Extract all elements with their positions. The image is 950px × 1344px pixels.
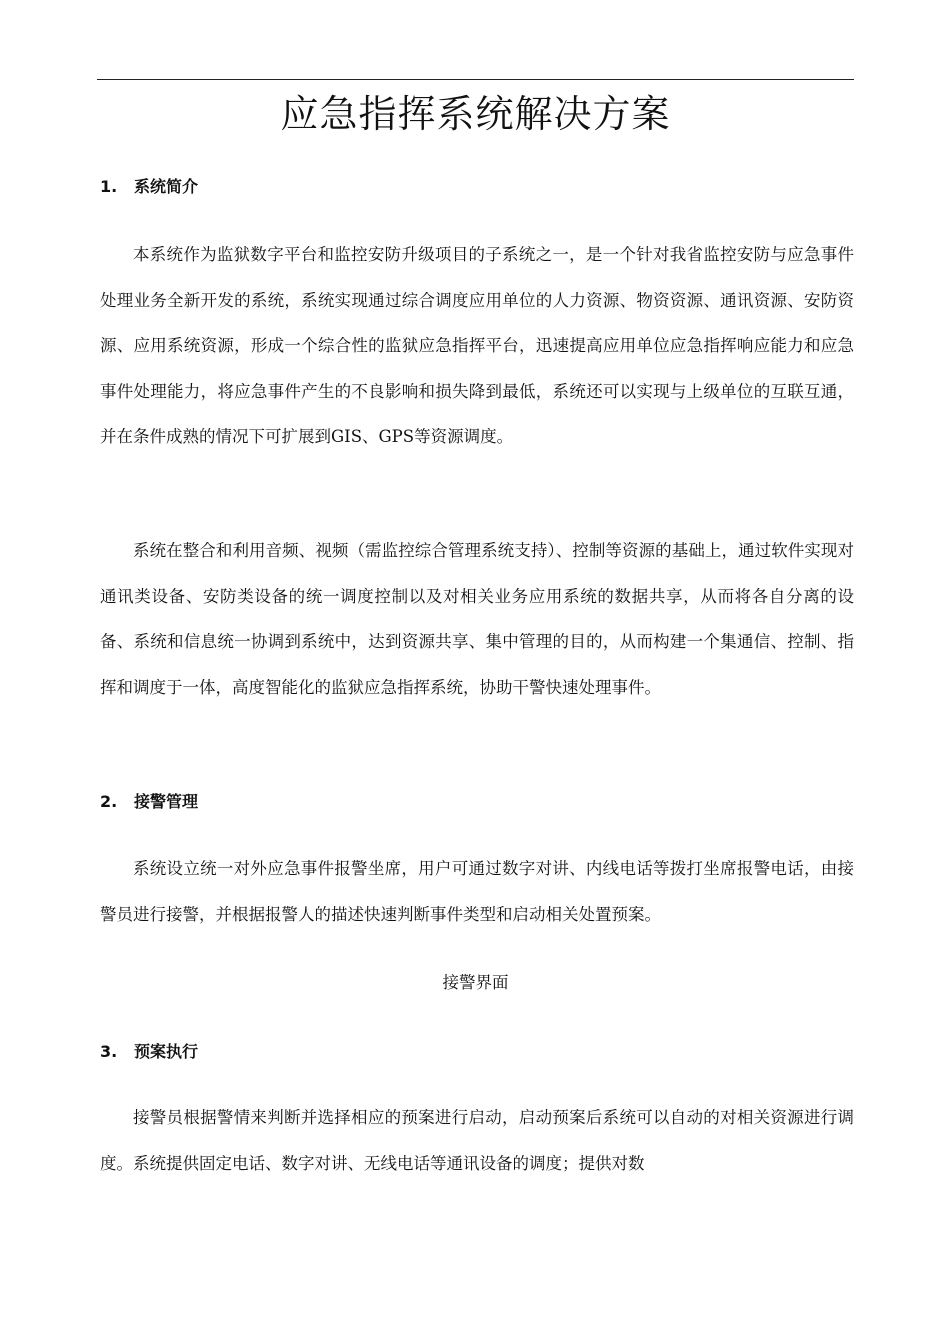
paragraph-intro-2: 系统在整合和利用音频、视频（需监控综合管理系统支持）、控制等资源的基础上，通过软件实现对通讯类设备、安防类设备的统一调度控制以及对相关业务应用系统的数据共享，从而将各自分离的设备、系统和信息统一协调到系统中，达到资源共享、集中管理的目的，从而构建一个集通信、控制、指挥和调度于一体，高度智能化的监狱应急指挥系统，协助干警快速处理事件。 bbox=[100, 541, 854, 697]
section-heading-alarm bbox=[100, 790, 198, 814]
section-title: 系统简介 bbox=[134, 177, 199, 196]
document-title: 应急指挥系统解决方案 bbox=[280, 92, 671, 136]
section-number: 1. bbox=[100, 177, 118, 196]
section-heading-intro bbox=[100, 175, 198, 199]
figure-caption: 接警界面 bbox=[442, 973, 509, 992]
section-number: 2. bbox=[100, 792, 118, 811]
section-title: 预案执行 bbox=[134, 1042, 199, 1061]
paragraph-alarm-1: 系统设立统一对外应急事件报警坐席，用户可通过数字对讲、内线电话等拨打坐席报警电话，由接警员进行接警，并根据报警人的描述快速判断事件类型和启动相关处置预案。 bbox=[100, 859, 854, 924]
paragraph-intro-1: 本系统作为监狱数字平台和监控安防升级项目的子系统之一，是一个针对我省监控安防与应急事件处理业务全新开发的系统，系统实现通过综合调度应用单位的人力资源、物资资源、通讯资源、安防资源、应用系统资源，形成一个综合性的监狱应急指挥平台，迅速提高应用单位应急指挥响应能力和应急事件处理能力，将应急事件产生的不良影响和损失降到最低，系统还可以实现与上级单位的互联互通，并在条件成熟的情况下可扩展到GIS、GPS等资源调度。 bbox=[100, 245, 854, 446]
header-rule bbox=[97, 79, 854, 80]
paragraph-plan-1: 接警员根据警情来判断并选择相应的预案进行启动，启动预案后系统可以自动的对相关资源进行调度。系统提供固定电话、数字对讲、无线电话等通讯设备的调度；提供对数 bbox=[100, 1108, 854, 1173]
section-title: 接警管理 bbox=[134, 792, 199, 811]
section-heading-plan bbox=[100, 1040, 198, 1064]
section-number: 3. bbox=[100, 1042, 118, 1061]
